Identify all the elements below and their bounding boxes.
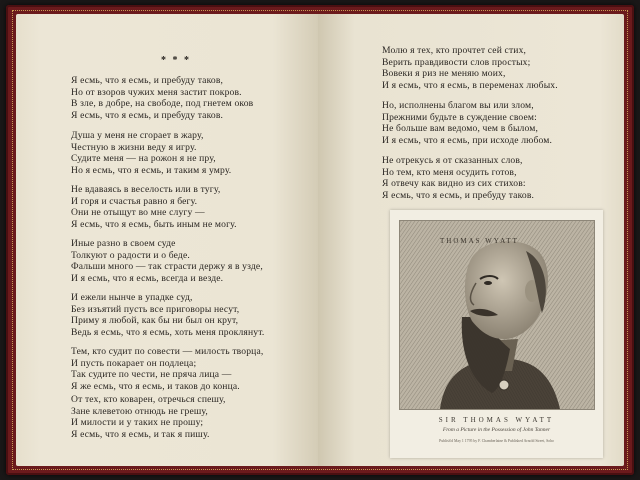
verse-line: Зане клеветою отнюдь не грешу, [71, 405, 208, 417]
verse-line: И я есмь, что я есмь, всегда и везде. [71, 272, 224, 284]
verse-line: Душа у меня не сгорает в жару, [71, 130, 204, 141]
portrait-subcaption: From a Picture in the Possession of John Tanner [442, 427, 551, 433]
verse-line: Честную в жизни веду я игру. [71, 141, 197, 153]
stanza [71, 346, 263, 392]
verse-line: Верить правдивости слов простых; [382, 56, 531, 68]
verse-line: И я есмь, что я есмь, в переменах любых. [382, 79, 558, 91]
verse-line: Я есмь, что я есмь, и пребуду таков. [71, 109, 224, 121]
verse-line: Не отрекусь я от сказанных слов, [382, 155, 523, 166]
verse-line: Толкуют о радости и о беде. [71, 249, 190, 261]
verse-line: Прежними будьте в суждение своем: [382, 111, 537, 123]
verse-line: И горя и счастья равно я бегу. [71, 195, 198, 207]
verse-line: И ежели нынче в упадке суд, [71, 292, 193, 303]
verse-line: Вовеки я риз не меняю моих, [382, 68, 506, 80]
stanza [382, 155, 534, 201]
verse-line: Не больше вам ведомо, чем в былом, [382, 123, 539, 135]
portrait-plate [399, 220, 595, 410]
stanza [71, 394, 226, 440]
stanza [71, 75, 253, 121]
verse-line: От тех, кто коварен, отречься спешу, [71, 394, 226, 405]
portrait-caption: SIR THOMAS WYATT [438, 416, 555, 424]
plate-inscription: THOMAS WYATT [440, 237, 519, 245]
verse-line: Иные разно в своем суде [71, 238, 176, 249]
verse-line: И милости и у таких не прошу; [71, 417, 204, 429]
left-page [16, 14, 318, 466]
verse-line: Так судите по чести, не пряча лица — [71, 369, 232, 381]
stanza [71, 130, 231, 176]
verse-line: Ведь я есмь, что я есмь, хоть меня проклянут. [71, 326, 265, 338]
verse-line: Они не отыщут во мне слугу — [71, 207, 205, 219]
portrait-publisher-line: Publish'd May 1 1795 by F. Chamberlaine & Published Arnold Street, Soho [439, 439, 554, 443]
stanza [382, 100, 552, 146]
verse-line: Тем, кто судит по совести — милость творца, [71, 346, 264, 357]
verse-line: Приму я любой, как бы ни был он крут, [71, 315, 239, 327]
verse-line: Без изъятий пусть все приговоры несут, [71, 303, 240, 315]
verse-line: И я есмь, что я есмь, при исходе любом. [382, 134, 553, 146]
portrait-engraving [390, 210, 603, 458]
verse-line: И пусть покарает он подлеца; [71, 357, 197, 369]
verse-line: Молю я тех, кто прочтет сей стих, [382, 45, 527, 56]
stanza [382, 45, 558, 91]
verse-line: Фальши много — так страсти держу я в узде, [71, 261, 263, 273]
verse-line: Но, исполнены благом вы или злом, [382, 100, 534, 111]
verse-line: Я есмь, что я есмь, и пребуду таков. [382, 189, 535, 201]
stanza [71, 238, 263, 284]
stanza [71, 292, 264, 338]
stanza [71, 184, 237, 230]
verse-line: Я же есмь, что я есмь, и таков до конца. [71, 380, 240, 392]
verse-line: Но я есмь, что я есмь, и таким я умру. [71, 164, 232, 176]
verse-line: Но от взоров чужих меня застит покров. [71, 86, 242, 98]
verse-line: Я отвечу как видно из сих стихов: [382, 178, 526, 190]
portrait-illustration [400, 221, 594, 409]
verse-line: Не вдаваясь в веселость или в тугу, [71, 184, 221, 195]
verse-line: Но тем, кто меня осудить готов, [382, 166, 517, 178]
verse-line: Я есмь, что я есмь, и пребуду таков, [71, 75, 224, 86]
verse-line: В зле, в добре, на свободе, под гнетем оков [71, 98, 254, 110]
ornament-stars: * * * [161, 55, 191, 66]
verse-line: Судите меня — на рожон я не пру, [71, 153, 216, 165]
verse-line: Я есмь, что я есмь, и так я пишу. [71, 428, 210, 440]
verse-line: Я есмь, что я есмь, быть иным не могу. [71, 218, 237, 230]
